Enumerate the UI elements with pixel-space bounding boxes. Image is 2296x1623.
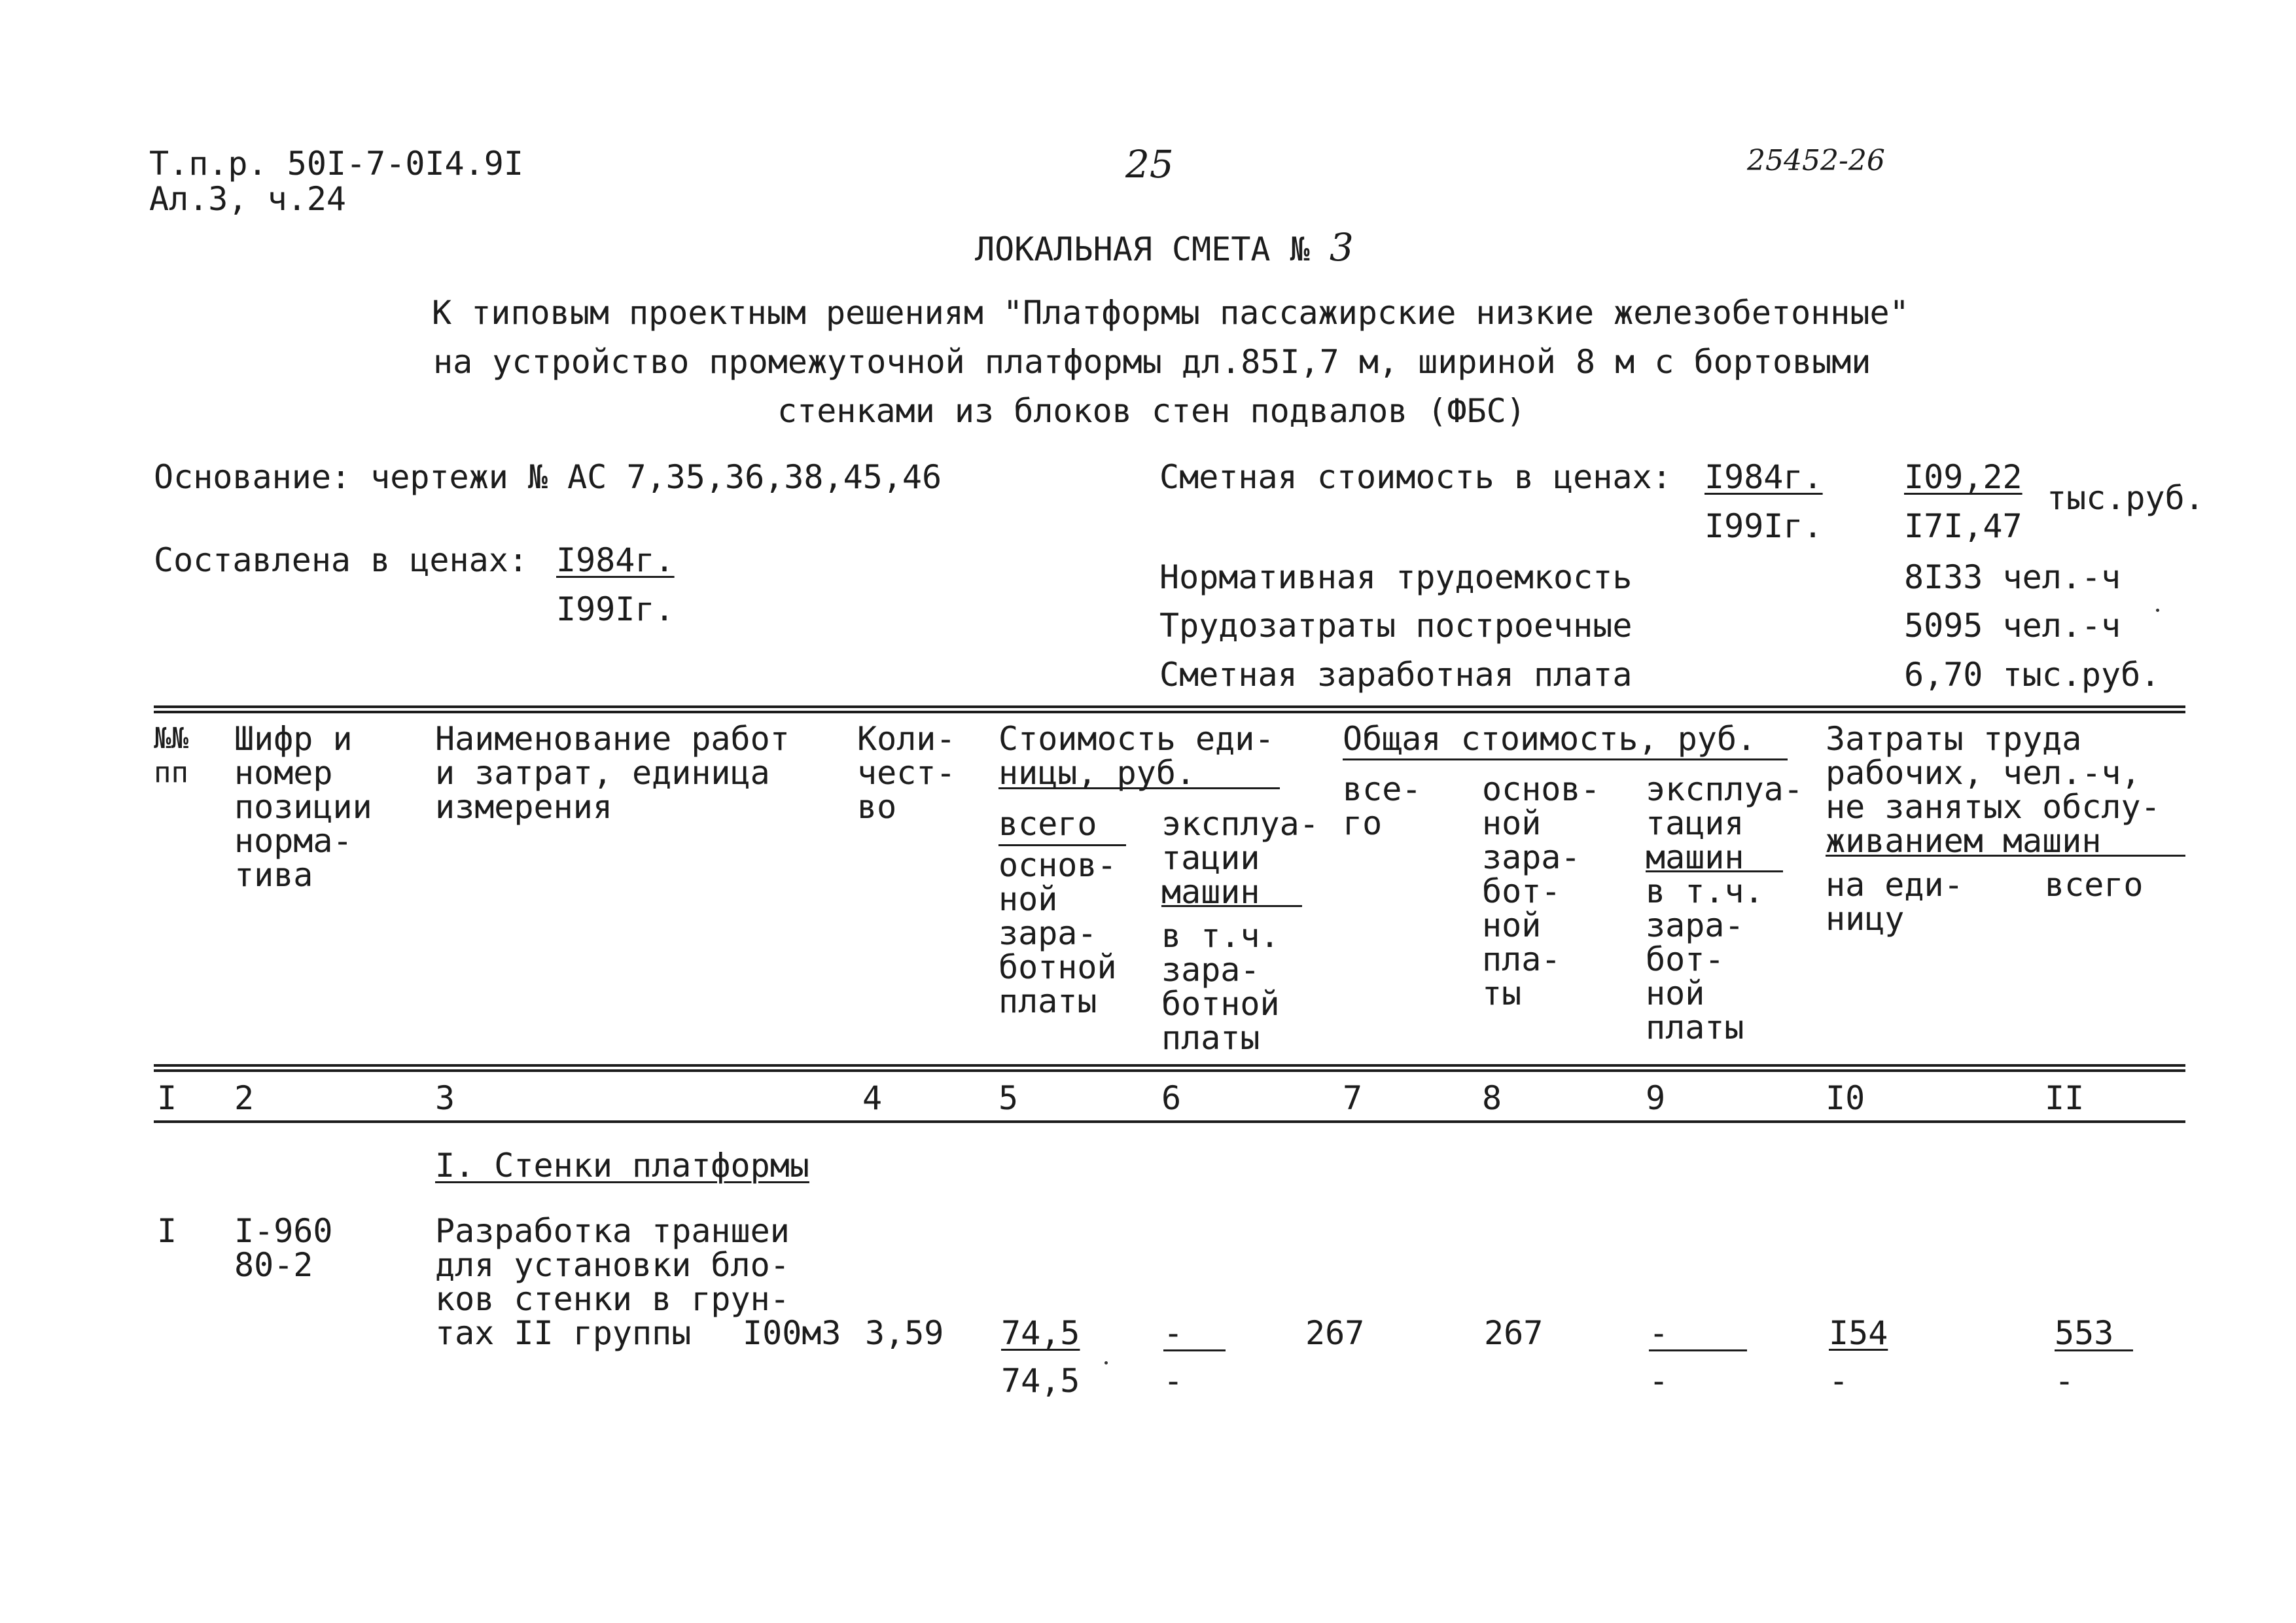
header-col-name: Наименование работ и затрат, единица измерения [435, 720, 790, 826]
speck [2156, 609, 2159, 612]
document-title [975, 225, 1354, 270]
labor-norm-value: 8I33 чел.-ч [1904, 558, 2121, 596]
row-number: I [157, 1212, 177, 1250]
row-qty: 3,59 [865, 1314, 944, 1352]
row-labor-total: 553 [2055, 1314, 2114, 1352]
underline-col6 [1161, 905, 1302, 907]
row-total-machine: - [1649, 1314, 1669, 1352]
header-col-unit-total: всего [998, 805, 1097, 843]
labor-site-value: 5095 чел.-ч [1904, 607, 2121, 645]
row-unit-machine-underline [1163, 1349, 1226, 1351]
row-labor-total-lower: - [2055, 1362, 2075, 1400]
header-total-cost-group: Общая стоимость, руб. [1343, 720, 1757, 758]
header-col-unit-machine-wage: в т.ч. зара- ботной платы [1161, 917, 1280, 1057]
column-number: I0 [1826, 1079, 1865, 1117]
basis-drawings: Основание: чертежи № АС 7,35,36,38,45,46 [154, 458, 942, 496]
column-number: 9 [1646, 1079, 1666, 1117]
row-labor-total-underline [2055, 1349, 2133, 1351]
column-number: II [2045, 1079, 2085, 1117]
row-labor-unit-lower: - [1829, 1362, 1849, 1400]
price-year-2: I99Iг. [556, 590, 675, 628]
section-title: I. Стенки платформы [435, 1147, 809, 1185]
header-col-labor-total: всего [2045, 866, 2144, 904]
row-unit-wage: 74,5 [1001, 1362, 1080, 1400]
row-labor-unit: I54 [1829, 1314, 1888, 1352]
document-number: 25452-26 [1747, 144, 1885, 177]
column-number: 3 [435, 1079, 455, 1117]
cost-value-1: I09,22 [1904, 458, 2022, 496]
column-number: 6 [1161, 1079, 1182, 1117]
header-col-total: все- го [1343, 770, 1422, 842]
price-year-1: I984г. [556, 541, 675, 579]
header-col-code: Шифр и номер позиции норма- тива [234, 720, 372, 894]
column-number: 7 [1343, 1079, 1363, 1117]
row-unit-machine-wage: - [1163, 1362, 1184, 1400]
cost-year-1: I984г. [1704, 458, 1823, 496]
header-labor-group: Затраты труда рабочих, чел.-ч, не занятых обслу- живанием машин [1826, 720, 2161, 860]
column-number: 4 [862, 1079, 883, 1117]
column-number: 2 [234, 1079, 255, 1117]
album-reference: Ал.3, ч.24 [149, 180, 347, 218]
wage-value: 6,70 тыс.руб. [1904, 656, 2161, 694]
title-number: 3 [1329, 225, 1354, 270]
column-number: 8 [1482, 1079, 1502, 1117]
row-unit-total: 74,5 [1001, 1314, 1080, 1352]
title-line-3: стенками из блоков стен подвалов (ФБС) [777, 392, 1526, 430]
title-prefix: ЛОКАЛЬНАЯ СМЕТА № [975, 230, 1310, 268]
header-col-unit-machine: эксплуа- тации машин [1161, 805, 1319, 911]
header-col-qty: Коли- чест- во [857, 720, 956, 826]
header-col-total-machine-wage: в т.ч. зара- бот- ной платы [1646, 872, 1764, 1046]
table-top-rule [154, 711, 2185, 713]
page-number: 25 [1125, 142, 1174, 187]
header-bottom-rule [154, 1064, 2185, 1067]
wage-label: Сметная заработная плата [1159, 656, 1633, 694]
title-line-1: К типовым проектным решениям "Платформы пассажирские низкие железобетонные" [432, 294, 1909, 332]
header-bottom-rule [154, 1069, 2185, 1072]
header-col-num: №№ пп [154, 722, 188, 789]
underline-unit-cost [998, 787, 1280, 789]
speck [1104, 1361, 1108, 1364]
header-col-labor-unit: на еди- ницу [1826, 866, 1964, 938]
header-unit-cost-group: Стоимость еди- ницы, руб. [998, 720, 1275, 792]
header-col-total-wage: основ- ной зара- бот- ной пла- ты [1482, 770, 1600, 1012]
column-number: I [157, 1079, 177, 1117]
column-number: 5 [998, 1079, 1019, 1117]
cost-label: Сметная стоимость в ценах: [1159, 458, 1672, 496]
underline-total-cost [1343, 758, 1788, 760]
row-name: Разработка траншеи для установки бло- ков стенки в грун- тах II группы [435, 1212, 790, 1352]
header-col-total-machine: эксплуа- тация машин [1646, 770, 1803, 876]
row-unit-machine: - [1163, 1314, 1184, 1352]
row-total: 267 [1305, 1314, 1365, 1352]
labor-norm-label: Нормативная трудоемкость [1159, 558, 1633, 596]
header-col-unit-wage: основ- ной зара- ботной платы [998, 846, 1117, 1020]
title-line-2: на устройство промежуточной платформы дл.85I,7 м, шириной 8 м с бортовыми [433, 343, 1871, 381]
row-code: I-960 80-2 [234, 1212, 333, 1284]
cost-year-2: I99Iг. [1704, 507, 1823, 545]
labor-site-label: Трудозатраты построечные [1159, 607, 1633, 645]
cost-value-2: I7I,47 [1904, 507, 2022, 545]
row-unit: I00м3 [743, 1314, 841, 1352]
cost-unit: тыс.руб. [2047, 479, 2204, 517]
row-total-machine-wage: - [1649, 1362, 1669, 1400]
project-reference: Т.п.р. 50I-7-0I4.9I [149, 145, 523, 183]
row-total-machine-underline [1649, 1349, 1747, 1351]
row-total-wage: 267 [1484, 1314, 1544, 1352]
column-numbers-rule [154, 1120, 2185, 1123]
table-top-rule [154, 705, 2185, 708]
underline-labor [1826, 855, 2185, 857]
prices-label: Составлена в ценах: [154, 541, 528, 579]
